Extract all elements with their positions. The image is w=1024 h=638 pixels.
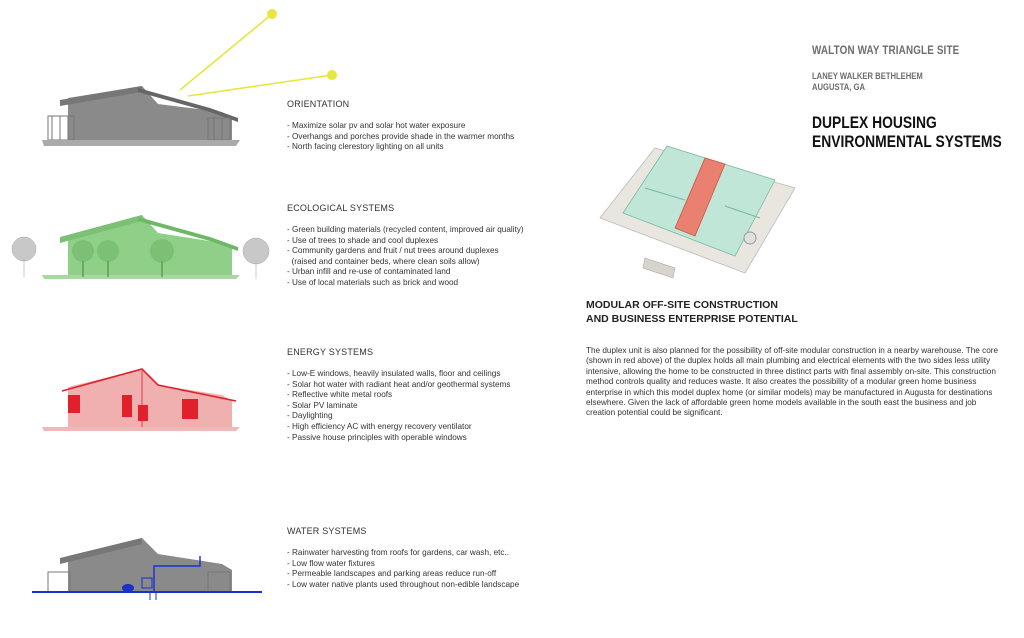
- list-item: - Reflective white metal roofs: [287, 390, 393, 400]
- ecological-list: [287, 225, 524, 289]
- list-item: - Permeable landscapes and parking areas reduce run-off: [287, 569, 497, 579]
- energy-list: [287, 369, 510, 443]
- list-item: - Low-E windows, heavily insulated walls, floor and ceilings: [287, 369, 501, 378]
- list-item: - Urban infill and re-use of contaminated land: [287, 267, 451, 277]
- list-item: - North facing clerestory lighting on all units: [287, 142, 444, 152]
- list-item: - High efficiency AC with energy recovery ventilator: [287, 421, 472, 431]
- energy-diagram: [0, 355, 260, 445]
- orientation-list: [287, 121, 514, 153]
- main-title-line1: DUPLEX HOUSING: [812, 114, 937, 132]
- site-title: WALTON WAY TRIANGLE SITE: [812, 43, 960, 57]
- list-item: - Maximize solar pv and solar hot water exposure: [287, 121, 466, 130]
- energy-title: ENERGY SYSTEMS: [287, 347, 374, 357]
- list-item: - Rainwater harvesting from roofs for gardens, car wash, etc..: [287, 548, 510, 557]
- tree-icon: [12, 237, 36, 277]
- list-item: - Community gardens and fruit / nut trees around duplexes: [287, 246, 499, 256]
- sun-icon: [267, 9, 277, 19]
- modular-axon-diagram: [595, 118, 805, 298]
- list-item: - Passive house principles with operable windows: [287, 432, 467, 442]
- list-item: - Low flow water fixtures: [287, 558, 375, 568]
- city: AUGUSTA, GA: [812, 82, 865, 92]
- water-title: WATER SYSTEMS: [287, 526, 367, 536]
- modular-title-line1: MODULAR OFF-SITE CONSTRUCTION: [586, 299, 778, 311]
- orientation-title: ORIENTATION: [287, 99, 350, 109]
- list-item: - Solar PV laminate: [287, 400, 358, 410]
- list-item: - Green building materials (recycled content, improved air quality): [287, 225, 524, 234]
- ecological-title: ECOLOGICAL SYSTEMS: [287, 203, 395, 213]
- main-title-line2: ENVIRONMENTAL SYSTEMS: [812, 133, 1002, 151]
- neighborhood: LANEY WALKER BETHLEHEM: [812, 71, 923, 81]
- water-diagram: [0, 530, 270, 610]
- list-item: (raised and container beds, where clean soils allow): [287, 256, 480, 266]
- list-item: - Use of trees to shade and cool duplexes: [287, 235, 439, 245]
- water-list: [287, 548, 519, 590]
- list-item: - Daylighting: [287, 411, 333, 421]
- sun-icon: [327, 70, 337, 80]
- list-item: - Use of local materials such as brick and wood: [287, 277, 459, 287]
- ecological-diagram: [0, 205, 300, 295]
- list-item: - Overhangs and porches provide shade in the warmer months: [287, 131, 515, 141]
- list-item: - Low water native plants used throughout non-edible landscape: [287, 579, 520, 589]
- modular-paragraph: The duplex unit is also planned for the possibility of off-site modular construction in a nearby warehouse. The core (shown in red above) of the duplex holds all main plumbing and electrical elements with the two sides less utility intensive, allowing the home to be constructed in three distinct parts with final assembly on-site. This construction method controls quality and reduces waste. It also creates the possibility of a modular green home business enterprise in which this model duplex home (or similar models) may be manufactured in Augusta for destinations elsewhere. Given the lack of affordable green home models available in the south east the business and job creation potential could be significant.: [586, 346, 999, 418]
- list-item: - Solar hot water with radiant heat and/or geothermal systems: [287, 379, 511, 389]
- tree-icon: [243, 238, 269, 279]
- modular-title-line2: AND BUSINESS ENTERPRISE POTENTIAL: [586, 313, 798, 325]
